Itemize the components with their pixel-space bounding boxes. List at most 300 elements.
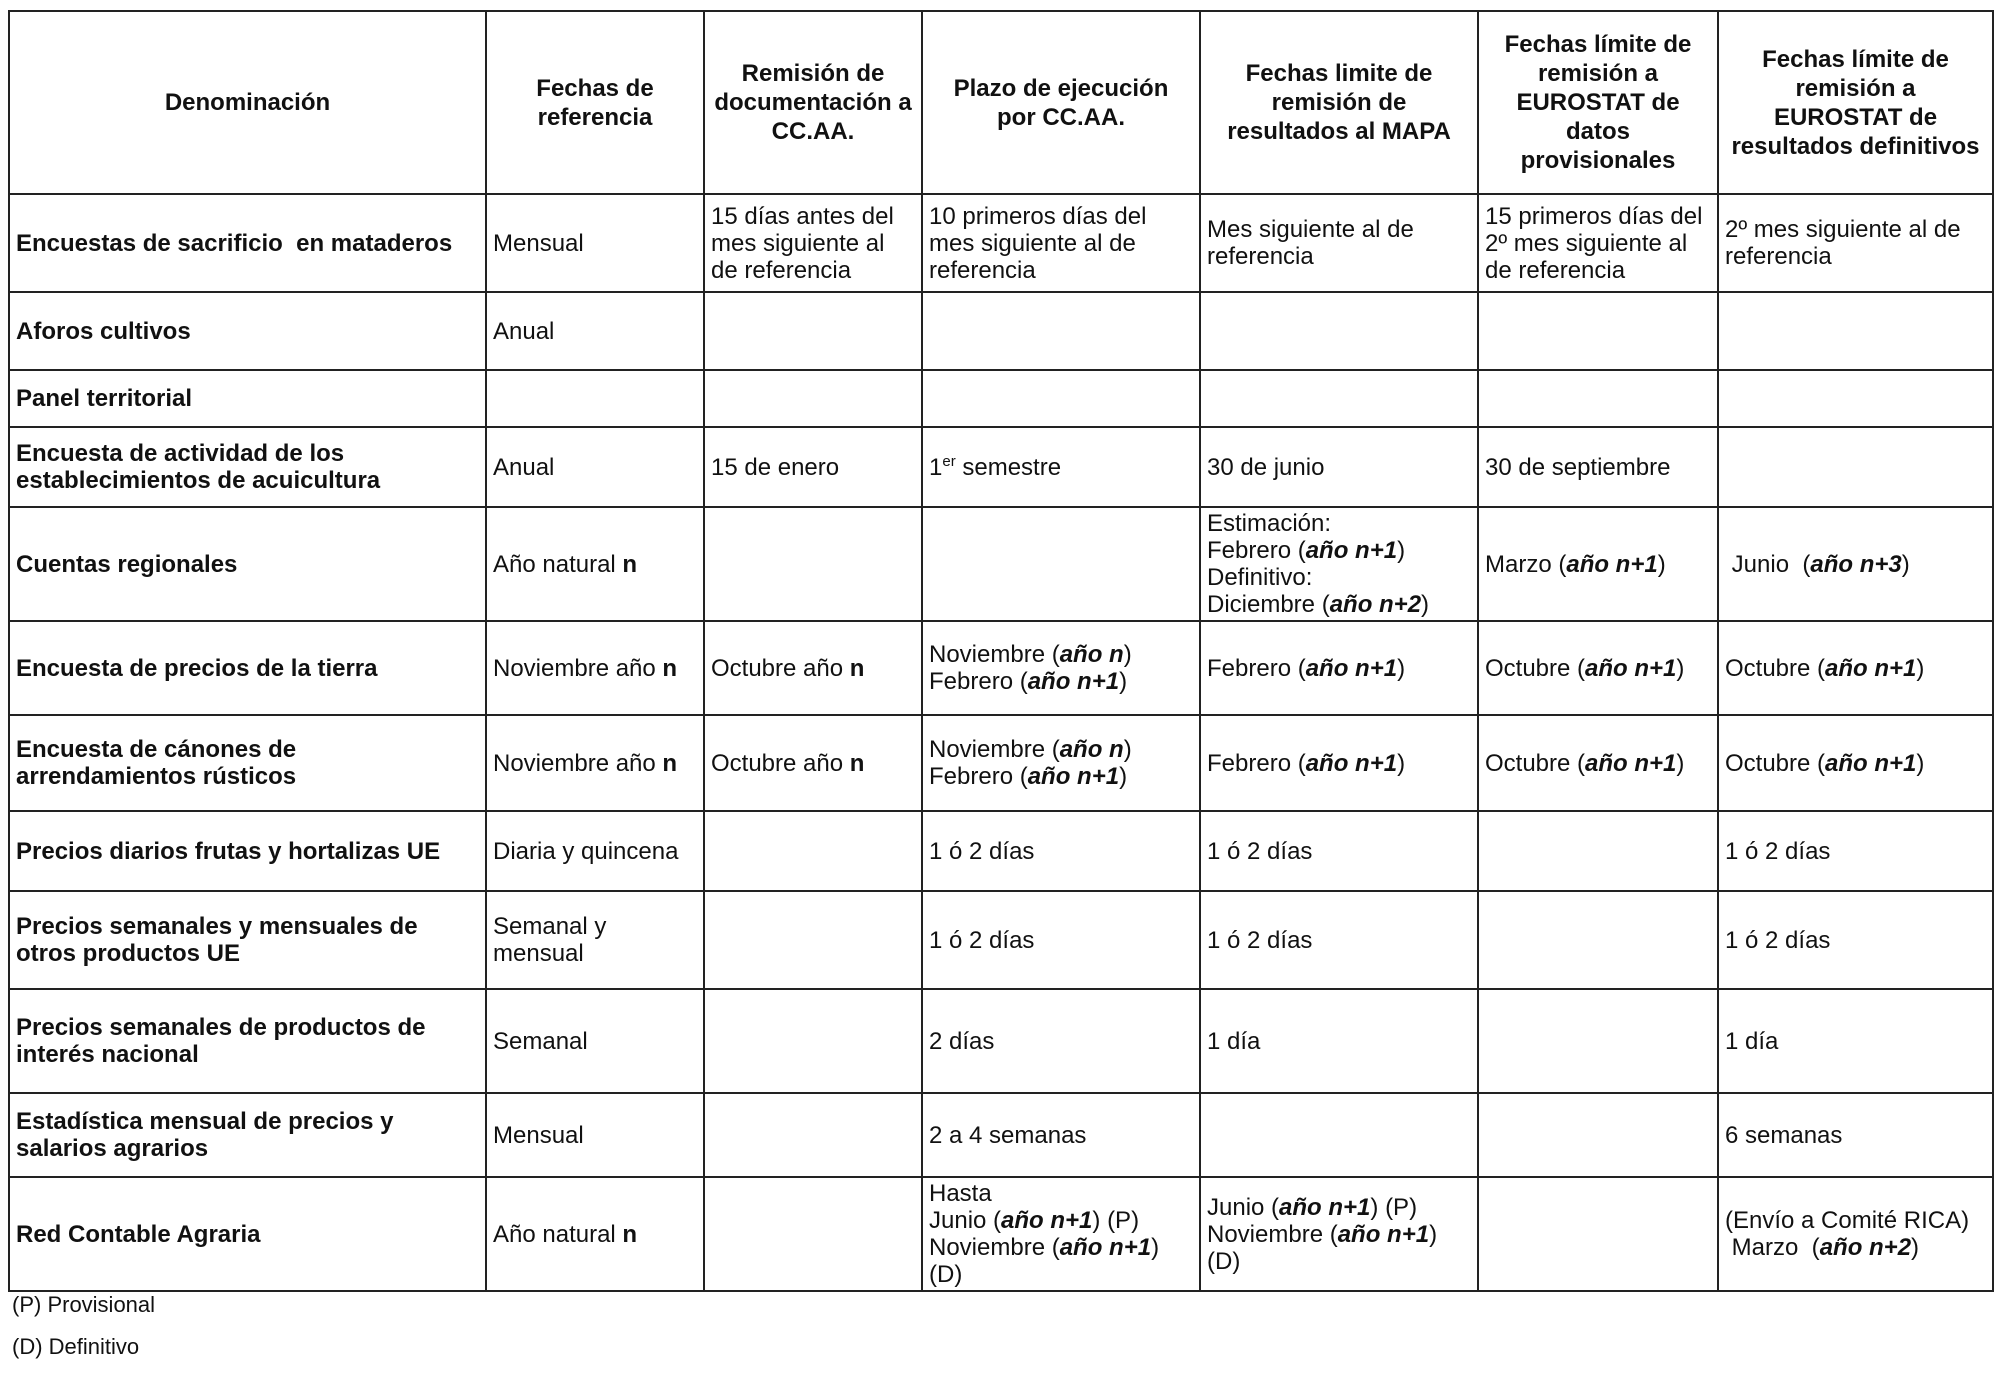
header-line: remisión a — [1795, 74, 1916, 102]
text-segment: ) — [1397, 537, 1406, 564]
text-segment: Estadística mensual de precios y — [16, 1108, 394, 1135]
cell-eurostat-provisionales — [1478, 715, 1718, 811]
cell-fechas-referencia — [486, 370, 704, 427]
cell-line — [493, 230, 697, 257]
text-segment: año n+1 — [1825, 654, 1917, 682]
cell-fechas-referencia — [486, 715, 704, 811]
cell-line — [1485, 230, 1711, 257]
cell-line — [16, 763, 479, 790]
table-row — [9, 715, 1993, 811]
table-row — [9, 507, 1993, 621]
text-segment: año n+1 — [1027, 763, 1120, 790]
text-segment: ) — [1911, 1234, 1920, 1261]
text-segment: Precios diarios frutas y hortalizas UE — [16, 837, 441, 865]
cell-line — [1207, 591, 1471, 618]
cell-denominacion — [9, 370, 486, 427]
header-line: Denominación — [164, 89, 331, 116]
text-segment: Precios semanales y mensuales de — [16, 913, 418, 940]
cell-eurostat-definitivos — [1718, 621, 1993, 715]
header-remision-documentacion — [704, 11, 922, 194]
cell-remision-documentacion — [704, 370, 922, 427]
table-row — [9, 370, 1993, 427]
cell-line — [929, 763, 1193, 790]
text-segment: Encuesta de cánones de — [16, 736, 297, 763]
text-segment: Definitivo: — [1207, 564, 1313, 591]
schedule-table — [8, 10, 1994, 1292]
cell-remision-documentacion — [704, 715, 922, 811]
text-segment: mes siguiente al — [711, 229, 885, 257]
cell-line — [16, 913, 479, 940]
header-line: documentación a — [714, 89, 912, 116]
cell-line — [711, 230, 915, 257]
cell-line — [929, 1122, 1193, 1149]
text-segment: interés nacional — [16, 1041, 199, 1068]
cell-fechas-referencia — [486, 1093, 704, 1177]
text-segment: Cuentas regionales — [16, 550, 238, 578]
cell-plazo-ejecucion — [922, 1093, 1200, 1177]
table-row — [9, 194, 1993, 292]
text-segment: de referencia — [1485, 256, 1626, 284]
text-segment: Mes siguiente al de — [1207, 216, 1414, 243]
text-segment: ) (P) — [1092, 1207, 1140, 1234]
table-row — [9, 811, 1993, 891]
cell-fechas-referencia — [486, 292, 704, 370]
text-segment: 1 ó 2 días — [1725, 926, 1831, 954]
text-segment: 1 ó 2 días — [1207, 837, 1313, 865]
cell-line — [1725, 1122, 1986, 1149]
text-segment: mensual — [493, 940, 584, 967]
cell-line — [16, 1041, 479, 1068]
text-segment: año n+1 — [1305, 749, 1398, 777]
header-eurostat-definitivos — [1718, 11, 1993, 194]
text-segment: 15 días antes del — [711, 202, 894, 230]
header-line: resultados definitivos — [1731, 132, 1980, 160]
cell-eurostat-definitivos — [1718, 194, 1993, 292]
text-segment: semestre — [955, 453, 1062, 481]
cell-remision-documentacion — [704, 1177, 922, 1291]
text-segment: 2 a 4 semanas — [929, 1121, 1087, 1149]
cell-line — [929, 838, 1193, 865]
cell-eurostat-provisionales — [1478, 621, 1718, 715]
cell-line — [16, 1135, 479, 1162]
cell-line — [929, 1261, 1193, 1288]
cell-line — [16, 655, 479, 682]
header-line: remisión a — [1537, 60, 1659, 87]
text-segment: Noviembre ( — [929, 736, 1060, 763]
cell-remision-documentacion — [704, 621, 922, 715]
cell-line — [1725, 1028, 1986, 1055]
cell-plazo-ejecucion — [922, 989, 1200, 1093]
cell-line — [929, 668, 1193, 695]
cell-denominacion — [9, 621, 486, 715]
text-segment: 30 de junio — [1207, 453, 1325, 481]
text-segment: Febrero ( — [1207, 654, 1306, 682]
text-segment: arrendamientos rústicos — [16, 763, 297, 790]
text-segment: n — [622, 550, 638, 578]
cell-line — [929, 927, 1193, 954]
cell-line — [1207, 655, 1471, 682]
cell-line — [1725, 1234, 1986, 1261]
text-segment: Diaria y quincena — [493, 837, 679, 865]
cell-plazo-ejecucion — [922, 194, 1200, 292]
text-segment: Octubre ( — [1485, 654, 1586, 682]
cell-eurostat-definitivos — [1718, 891, 1993, 989]
text-segment: 6 semanas — [1725, 1121, 1843, 1149]
cell-denominacion — [9, 292, 486, 370]
cell-line — [493, 940, 697, 967]
cell-line — [16, 230, 479, 257]
text-segment: ) — [1421, 591, 1430, 618]
table-row — [9, 621, 1993, 715]
text-segment: ) — [1123, 736, 1132, 763]
cell-line — [1207, 243, 1471, 270]
table-body — [9, 194, 1993, 1291]
cell-line — [929, 230, 1193, 257]
cell-line — [16, 385, 479, 412]
cell-remision-documentacion — [704, 891, 922, 989]
text-segment: ) — [1657, 550, 1666, 578]
cell-line — [1725, 655, 1986, 682]
cell-remision-mapa — [1200, 1177, 1478, 1291]
cell-fechas-referencia — [486, 891, 704, 989]
cell-eurostat-provisionales — [1478, 194, 1718, 292]
text-segment: (D) — [929, 1261, 963, 1288]
text-segment: Febrero ( — [929, 668, 1028, 695]
text-segment: Junio ( — [929, 1207, 1002, 1234]
cell-line — [711, 655, 915, 682]
text-segment: de referencia — [711, 256, 852, 284]
cell-denominacion — [9, 715, 486, 811]
text-segment: 15 primeros días del — [1485, 202, 1703, 230]
text-segment: año n+1 — [1337, 1220, 1430, 1248]
text-segment: Febrero ( — [1207, 749, 1306, 777]
header-line: EUROSTAT de — [1773, 103, 1938, 131]
text-segment: Diciembre ( — [1207, 591, 1330, 618]
cell-eurostat-definitivos — [1718, 1177, 1993, 1291]
cell-plazo-ejecucion — [922, 427, 1200, 507]
cell-remision-documentacion — [704, 989, 922, 1093]
text-segment: 1 ó 2 días — [929, 926, 1035, 954]
cell-eurostat-definitivos — [1718, 1093, 1993, 1177]
text-segment: año n+1 — [1059, 1234, 1152, 1261]
cell-line — [1725, 216, 1986, 243]
text-segment: n — [622, 1220, 638, 1248]
text-segment: año n+1 — [1279, 1193, 1371, 1221]
cell-line — [929, 257, 1193, 284]
header-line: CC.AA. — [771, 118, 855, 145]
text-segment: Estimación: — [1207, 510, 1332, 537]
cell-remision-mapa — [1200, 621, 1478, 715]
cell-line — [1207, 216, 1471, 243]
cell-line — [711, 750, 915, 777]
text-segment: Octubre ( — [1485, 749, 1586, 777]
cell-eurostat-definitivos — [1718, 292, 1993, 370]
cell-plazo-ejecucion — [922, 715, 1200, 811]
text-segment: año n+1 — [1027, 668, 1120, 695]
cell-line — [1207, 927, 1471, 954]
text-segment: año n+1 — [1305, 654, 1398, 682]
text-segment: n — [662, 654, 678, 682]
text-segment: 1 día — [1725, 1027, 1779, 1055]
text-segment: salarios agrarios — [16, 1135, 209, 1162]
text-segment: Octubre ( — [1725, 654, 1826, 682]
cell-fechas-referencia — [486, 621, 704, 715]
cell-line — [493, 750, 697, 777]
cell-remision-documentacion — [704, 1093, 922, 1177]
text-segment: n — [662, 749, 678, 777]
cell-line — [493, 838, 697, 865]
text-segment: Noviembre ( — [929, 641, 1060, 668]
text-segment: ) — [1397, 749, 1406, 777]
cell-line — [1725, 927, 1986, 954]
text-segment: Noviembre ( — [1207, 1220, 1338, 1248]
text-segment: ) — [1916, 654, 1925, 682]
text-segment: er — [942, 452, 956, 470]
text-segment: 1 ó 2 días — [1207, 926, 1313, 954]
text-segment: año n+1 — [1305, 537, 1398, 564]
cell-line — [929, 1180, 1193, 1207]
cell-line — [711, 454, 915, 481]
cell-line — [1207, 750, 1471, 777]
cell-remision-documentacion — [704, 194, 922, 292]
cell-line — [1207, 1194, 1471, 1221]
cell-line — [929, 454, 1193, 481]
cell-eurostat-provisionales — [1478, 1093, 1718, 1177]
text-segment: Encuesta de precios de la tierra — [16, 654, 378, 682]
cell-line — [711, 203, 915, 230]
table-row — [9, 1177, 1993, 1291]
cell-remision-mapa — [1200, 891, 1478, 989]
text-segment: año n+2 — [1819, 1234, 1912, 1261]
text-segment: ) — [1397, 654, 1406, 682]
text-segment: ) — [1676, 654, 1685, 682]
text-segment: Año natural — [493, 1220, 623, 1248]
text-segment: Octubre ( — [1725, 749, 1826, 777]
cell-remision-mapa — [1200, 194, 1478, 292]
text-segment: referencia — [929, 256, 1036, 284]
cell-eurostat-provisionales — [1478, 292, 1718, 370]
cell-line — [711, 257, 915, 284]
text-segment: Octubre año — [711, 654, 850, 682]
cell-denominacion — [9, 989, 486, 1093]
text-segment: Junio ( — [1725, 550, 1811, 578]
cell-line — [16, 1221, 479, 1248]
text-segment: Anual — [493, 317, 555, 345]
text-segment: 1 — [929, 453, 943, 481]
text-segment: ) (P) — [1370, 1193, 1418, 1221]
text-segment: año n+1 — [1001, 1207, 1093, 1234]
cell-fechas-referencia — [486, 194, 704, 292]
text-segment: referencia — [1725, 243, 1832, 270]
cell-remision-documentacion — [704, 427, 922, 507]
header-line: Remisión de — [741, 60, 885, 87]
cell-remision-mapa — [1200, 292, 1478, 370]
cell-remision-mapa — [1200, 427, 1478, 507]
cell-line — [16, 440, 479, 467]
text-segment: 1 día — [1207, 1027, 1261, 1055]
cell-line — [1725, 1207, 1986, 1234]
cell-line — [16, 1014, 479, 1041]
cell-fechas-referencia — [486, 507, 704, 621]
header-line: Plazo de ejecución — [953, 74, 1169, 102]
text-segment: Mensual — [493, 229, 584, 257]
cell-line — [493, 655, 697, 682]
cell-plazo-ejecucion — [922, 621, 1200, 715]
cell-line — [1485, 750, 1711, 777]
text-segment: (Envío a Comité RICA) — [1725, 1207, 1970, 1234]
header-row — [9, 11, 1993, 194]
cell-remision-mapa — [1200, 370, 1478, 427]
text-segment: ) — [1676, 749, 1685, 777]
cell-plazo-ejecucion — [922, 891, 1200, 989]
cell-line — [493, 1221, 697, 1248]
cell-eurostat-definitivos — [1718, 811, 1993, 891]
header-line: Fechas limite de — [1245, 60, 1433, 87]
cell-line — [1485, 203, 1711, 230]
cell-eurostat-provisionales — [1478, 427, 1718, 507]
text-segment: ) — [1916, 749, 1925, 777]
cell-line — [1725, 243, 1986, 270]
text-segment: Mensual — [493, 1121, 584, 1149]
cell-eurostat-definitivos — [1718, 715, 1993, 811]
cell-denominacion — [9, 194, 486, 292]
cell-line — [1725, 838, 1986, 865]
cell-eurostat-provisionales — [1478, 989, 1718, 1093]
cell-fechas-referencia — [486, 989, 704, 1093]
cell-line — [493, 913, 697, 940]
cell-line — [16, 467, 479, 494]
table-row — [9, 1093, 1993, 1177]
text-segment: Precios semanales de productos de — [16, 1014, 426, 1041]
cell-eurostat-provisionales — [1478, 507, 1718, 621]
header-line: datos — [1565, 118, 1630, 145]
cell-line — [16, 1108, 479, 1135]
text-segment: 1 ó 2 días — [1725, 837, 1831, 865]
cell-denominacion — [9, 811, 486, 891]
cell-line — [493, 1122, 697, 1149]
header-line: remisión de — [1271, 89, 1407, 116]
text-segment: ) — [1119, 763, 1128, 790]
table-header — [9, 11, 1993, 194]
text-segment: Junio ( — [1207, 1193, 1280, 1221]
cell-line — [1725, 750, 1986, 777]
table-row — [9, 427, 1993, 507]
header-line: Fechas límite de — [1762, 45, 1949, 73]
text-segment: Marzo ( — [1485, 550, 1567, 578]
cell-plazo-ejecucion — [922, 292, 1200, 370]
text-segment: Anual — [493, 453, 555, 481]
cell-plazo-ejecucion — [922, 370, 1200, 427]
text-segment: Hasta — [929, 1180, 992, 1207]
cell-line — [16, 838, 479, 865]
cell-line — [929, 1207, 1193, 1234]
cell-line — [1207, 454, 1471, 481]
text-segment: Octubre año — [711, 749, 850, 777]
text-segment: año n+1 — [1585, 749, 1677, 777]
text-segment: Noviembre año — [493, 749, 663, 777]
cell-eurostat-definitivos — [1718, 507, 1993, 621]
text-segment: año n+1 — [1585, 654, 1677, 682]
cell-fechas-referencia — [486, 811, 704, 891]
cell-eurostat-definitivos — [1718, 989, 1993, 1093]
cell-denominacion — [9, 1177, 486, 1291]
text-segment: ) — [1119, 668, 1128, 695]
cell-line — [16, 551, 479, 578]
text-segment: Febrero ( — [1207, 537, 1306, 564]
cell-line — [929, 736, 1193, 763]
cell-line — [16, 736, 479, 763]
cell-line — [1725, 551, 1986, 578]
cell-eurostat-provisionales — [1478, 891, 1718, 989]
text-segment: ) — [1901, 550, 1910, 578]
cell-denominacion — [9, 1093, 486, 1177]
text-segment: ) — [1429, 1220, 1438, 1248]
cell-line — [493, 1028, 697, 1055]
cell-remision-documentacion — [704, 292, 922, 370]
text-segment: Semanal — [493, 1027, 588, 1055]
cell-fechas-referencia — [486, 1177, 704, 1291]
header-line: referencia — [537, 103, 653, 131]
cell-remision-mapa — [1200, 989, 1478, 1093]
header-line: provisionales — [1520, 147, 1676, 174]
cell-line — [1207, 510, 1471, 537]
cell-remision-mapa — [1200, 507, 1478, 621]
text-segment: año n+3 — [1810, 550, 1902, 578]
text-segment: Panel territorial — [16, 385, 193, 412]
cell-line — [929, 203, 1193, 230]
cell-line — [1207, 564, 1471, 591]
table-row — [9, 891, 1993, 989]
cell-line — [493, 454, 697, 481]
text-segment: ) — [1151, 1234, 1160, 1261]
cell-plazo-ejecucion — [922, 507, 1200, 621]
text-segment: año n+2 — [1329, 591, 1422, 618]
text-segment: mes siguiente al de — [929, 229, 1136, 257]
text-segment: 30 de septiembre — [1485, 453, 1671, 481]
header-fechas-referencia — [486, 11, 704, 194]
cell-remision-mapa — [1200, 1093, 1478, 1177]
cell-line — [1207, 1028, 1471, 1055]
text-segment: Semanal y — [493, 913, 607, 940]
text-segment: Encuesta de actividad de los — [16, 440, 345, 467]
text-segment: Noviembre ( — [929, 1234, 1060, 1261]
cell-denominacion — [9, 507, 486, 621]
cell-plazo-ejecucion — [922, 1177, 1200, 1291]
cell-line — [1485, 551, 1711, 578]
text-segment: 10 primeros días del — [929, 202, 1147, 230]
cell-line — [1485, 257, 1711, 284]
text-segment: Febrero ( — [929, 763, 1028, 790]
text-segment: año n+1 — [1566, 550, 1658, 578]
text-segment: n — [849, 749, 865, 777]
text-segment: ) — [1123, 641, 1132, 668]
cell-remision-mapa — [1200, 715, 1478, 811]
header-remision-mapa — [1200, 11, 1478, 194]
text-segment: año n+1 — [1825, 749, 1917, 777]
text-segment: referencia — [1207, 243, 1314, 270]
cell-eurostat-definitivos — [1718, 427, 1993, 507]
footnote-provisional: (P) Provisional — [12, 1292, 156, 1317]
cell-remision-documentacion — [704, 811, 922, 891]
header-plazo-ejecucion — [922, 11, 1200, 194]
text-segment: establecimientos de acuicultura — [16, 467, 381, 494]
header-line: por CC.AA. — [997, 103, 1125, 131]
cell-line — [16, 940, 479, 967]
cell-denominacion — [9, 427, 486, 507]
text-segment: Año natural — [493, 550, 623, 578]
footnote-definitivo: (D) Definitivo — [12, 1334, 140, 1359]
cell-remision-documentacion — [704, 507, 922, 621]
